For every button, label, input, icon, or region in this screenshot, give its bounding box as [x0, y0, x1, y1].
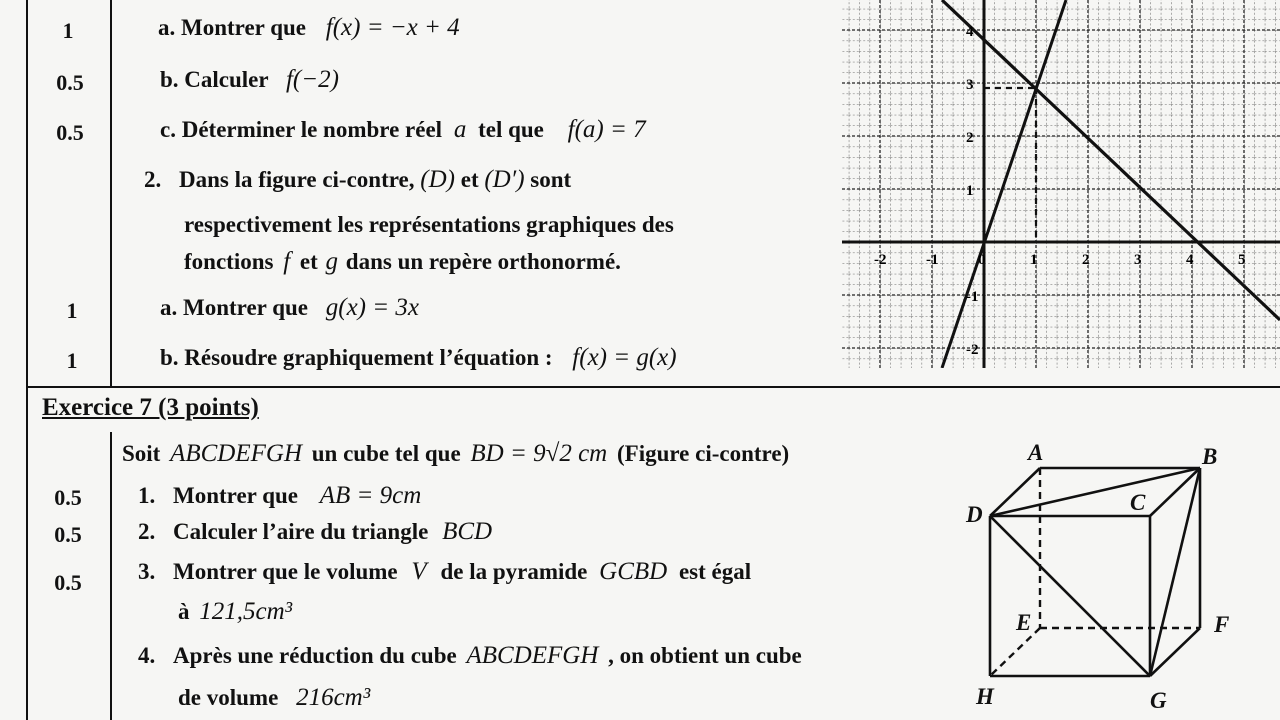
exercise-separator [26, 386, 1280, 388]
text: (Figure ci-contre) [616, 441, 790, 466]
text: Montrer que [181, 15, 306, 40]
x-tick-label: 5 [1238, 252, 1246, 268]
math: BCD [442, 518, 493, 545]
grid [842, 0, 1280, 368]
points-ex7-2: 0.5 [54, 522, 82, 547]
text: de volume [178, 685, 279, 710]
cube-figure [960, 436, 1260, 720]
y-tick-label: 4 [966, 24, 974, 40]
math-a: a [453, 116, 467, 143]
ex7-question-3-cont [178, 598, 292, 626]
label: b. [160, 67, 179, 92]
math: V [411, 558, 427, 585]
x-tick-label: -2 [874, 252, 887, 268]
ex7-question-3 [138, 558, 751, 586]
text: Calculer l’aire du triangle [173, 519, 429, 544]
ex7-question-4 [138, 642, 802, 670]
vertex-label-b: B [1202, 444, 1218, 469]
text2: tel que [478, 117, 544, 142]
question-2 [144, 166, 571, 194]
text: Résoudre graphiquement l’équation : [184, 345, 553, 370]
math-fa: f(a) = 7 [567, 116, 646, 143]
points-1a: 1 [62, 18, 74, 43]
label: b. [160, 345, 179, 370]
edge-da [990, 468, 1040, 516]
points-1c: 0.5 [56, 120, 84, 145]
vertex-label-e: E [1016, 610, 1032, 635]
x-tick-label: 1 [1030, 252, 1038, 268]
text: Après une réduction du cube [173, 643, 457, 668]
text: Montrer que [173, 483, 298, 508]
math: 216cm³ [296, 684, 371, 711]
number: 4. [138, 643, 156, 668]
text: Montrer que [183, 295, 308, 320]
text: fonctions [184, 249, 274, 274]
x-tick-label: 4 [1186, 252, 1194, 268]
x-tick-label: -1 [926, 252, 939, 268]
diagonal-bg [1150, 468, 1200, 676]
ex7-question-2 [138, 518, 492, 546]
text: Soit [122, 441, 161, 466]
y-tick-label: 3 [966, 77, 974, 93]
math-dprime: (D′) [484, 166, 525, 193]
question-1a [158, 14, 460, 42]
vertex-label-c: C [1130, 490, 1146, 515]
text: Montrer que le volume [173, 559, 398, 584]
vertex-label-f: F [1214, 612, 1230, 637]
math: 121,5cm³ [199, 598, 293, 625]
text: , on obtient un cube [608, 643, 802, 668]
y-tick-label: 2 [966, 130, 974, 146]
points-ex7-3: 0.5 [54, 570, 82, 595]
function-graph [842, 0, 1280, 368]
text: est égal [678, 559, 752, 584]
points-2b: 1 [66, 348, 78, 373]
math: AB = 9cm [319, 482, 422, 509]
math-d: (D) [420, 166, 455, 193]
text: un cube tel que [311, 441, 461, 466]
question-2b [160, 344, 677, 372]
question-2-line3 [184, 248, 621, 276]
text: dans un repère orthonormé. [345, 249, 621, 274]
vertex-label-d: D [966, 502, 983, 527]
math-f: f [283, 248, 291, 275]
diagonal-db [990, 468, 1200, 516]
text: sont [530, 167, 572, 192]
x-tick-label: 3 [1134, 252, 1142, 268]
vertex-label-g: G [1150, 688, 1167, 713]
ex7-question-1 [138, 482, 421, 510]
points-column-divider-bottom [110, 432, 112, 720]
question-1b [160, 66, 339, 94]
math: ABCDEFGH [466, 642, 599, 669]
text: de la pyramide [440, 559, 588, 584]
math: BD = 9√2 cm [470, 440, 608, 467]
exercise-7-title: Exercice 7 (3 points) [42, 394, 259, 421]
edge-gf [1150, 628, 1200, 676]
left-border [26, 0, 28, 720]
question-2a [160, 294, 419, 322]
math-g: g [325, 248, 339, 275]
exercise-7-intro [122, 440, 789, 468]
edge-bc [1150, 468, 1200, 516]
text: Déterminer le nombre réel [181, 117, 443, 142]
ex7-question-4-cont [178, 684, 370, 712]
x-tick-label: 2 [1082, 252, 1090, 268]
question-1c [160, 116, 646, 144]
diagonal-dg [990, 516, 1150, 676]
text: Calculer [184, 67, 269, 92]
number: 3. [138, 559, 156, 584]
number: 2. [144, 167, 162, 192]
y-tick-label: 1 [966, 183, 974, 199]
text: à [178, 599, 190, 624]
x-tick-label: 0 [978, 252, 986, 268]
question-2-line2: respectivement les représentations graphiques des [184, 212, 674, 237]
number: 2. [138, 519, 156, 544]
math: ABCDEFGH [170, 440, 303, 467]
vertex-label-h: H [976, 684, 994, 709]
points-1b: 0.5 [56, 70, 84, 95]
math: f(−2) [285, 66, 339, 93]
points-2a: 1 [66, 298, 78, 323]
math: g(x) = 3x [325, 294, 419, 321]
label: a. [160, 295, 178, 320]
number: 1. [138, 483, 156, 508]
vertex-label-a: A [1028, 440, 1044, 465]
hidden-edge-eh [990, 628, 1040, 676]
points-column-divider-top [110, 0, 112, 386]
text: et [299, 249, 318, 274]
y-tick-label: -2 [966, 342, 979, 358]
math: f(x) = g(x) [572, 344, 677, 371]
math: GCBD [599, 558, 668, 585]
text: Dans la figure ci-contre, [179, 167, 415, 192]
label: a. [158, 15, 176, 40]
label: c. [160, 117, 176, 142]
y-tick-label: -1 [966, 289, 979, 305]
math: f(x) = −x + 4 [325, 14, 460, 41]
points-ex7-1: 0.5 [54, 485, 82, 510]
text: et [460, 167, 479, 192]
